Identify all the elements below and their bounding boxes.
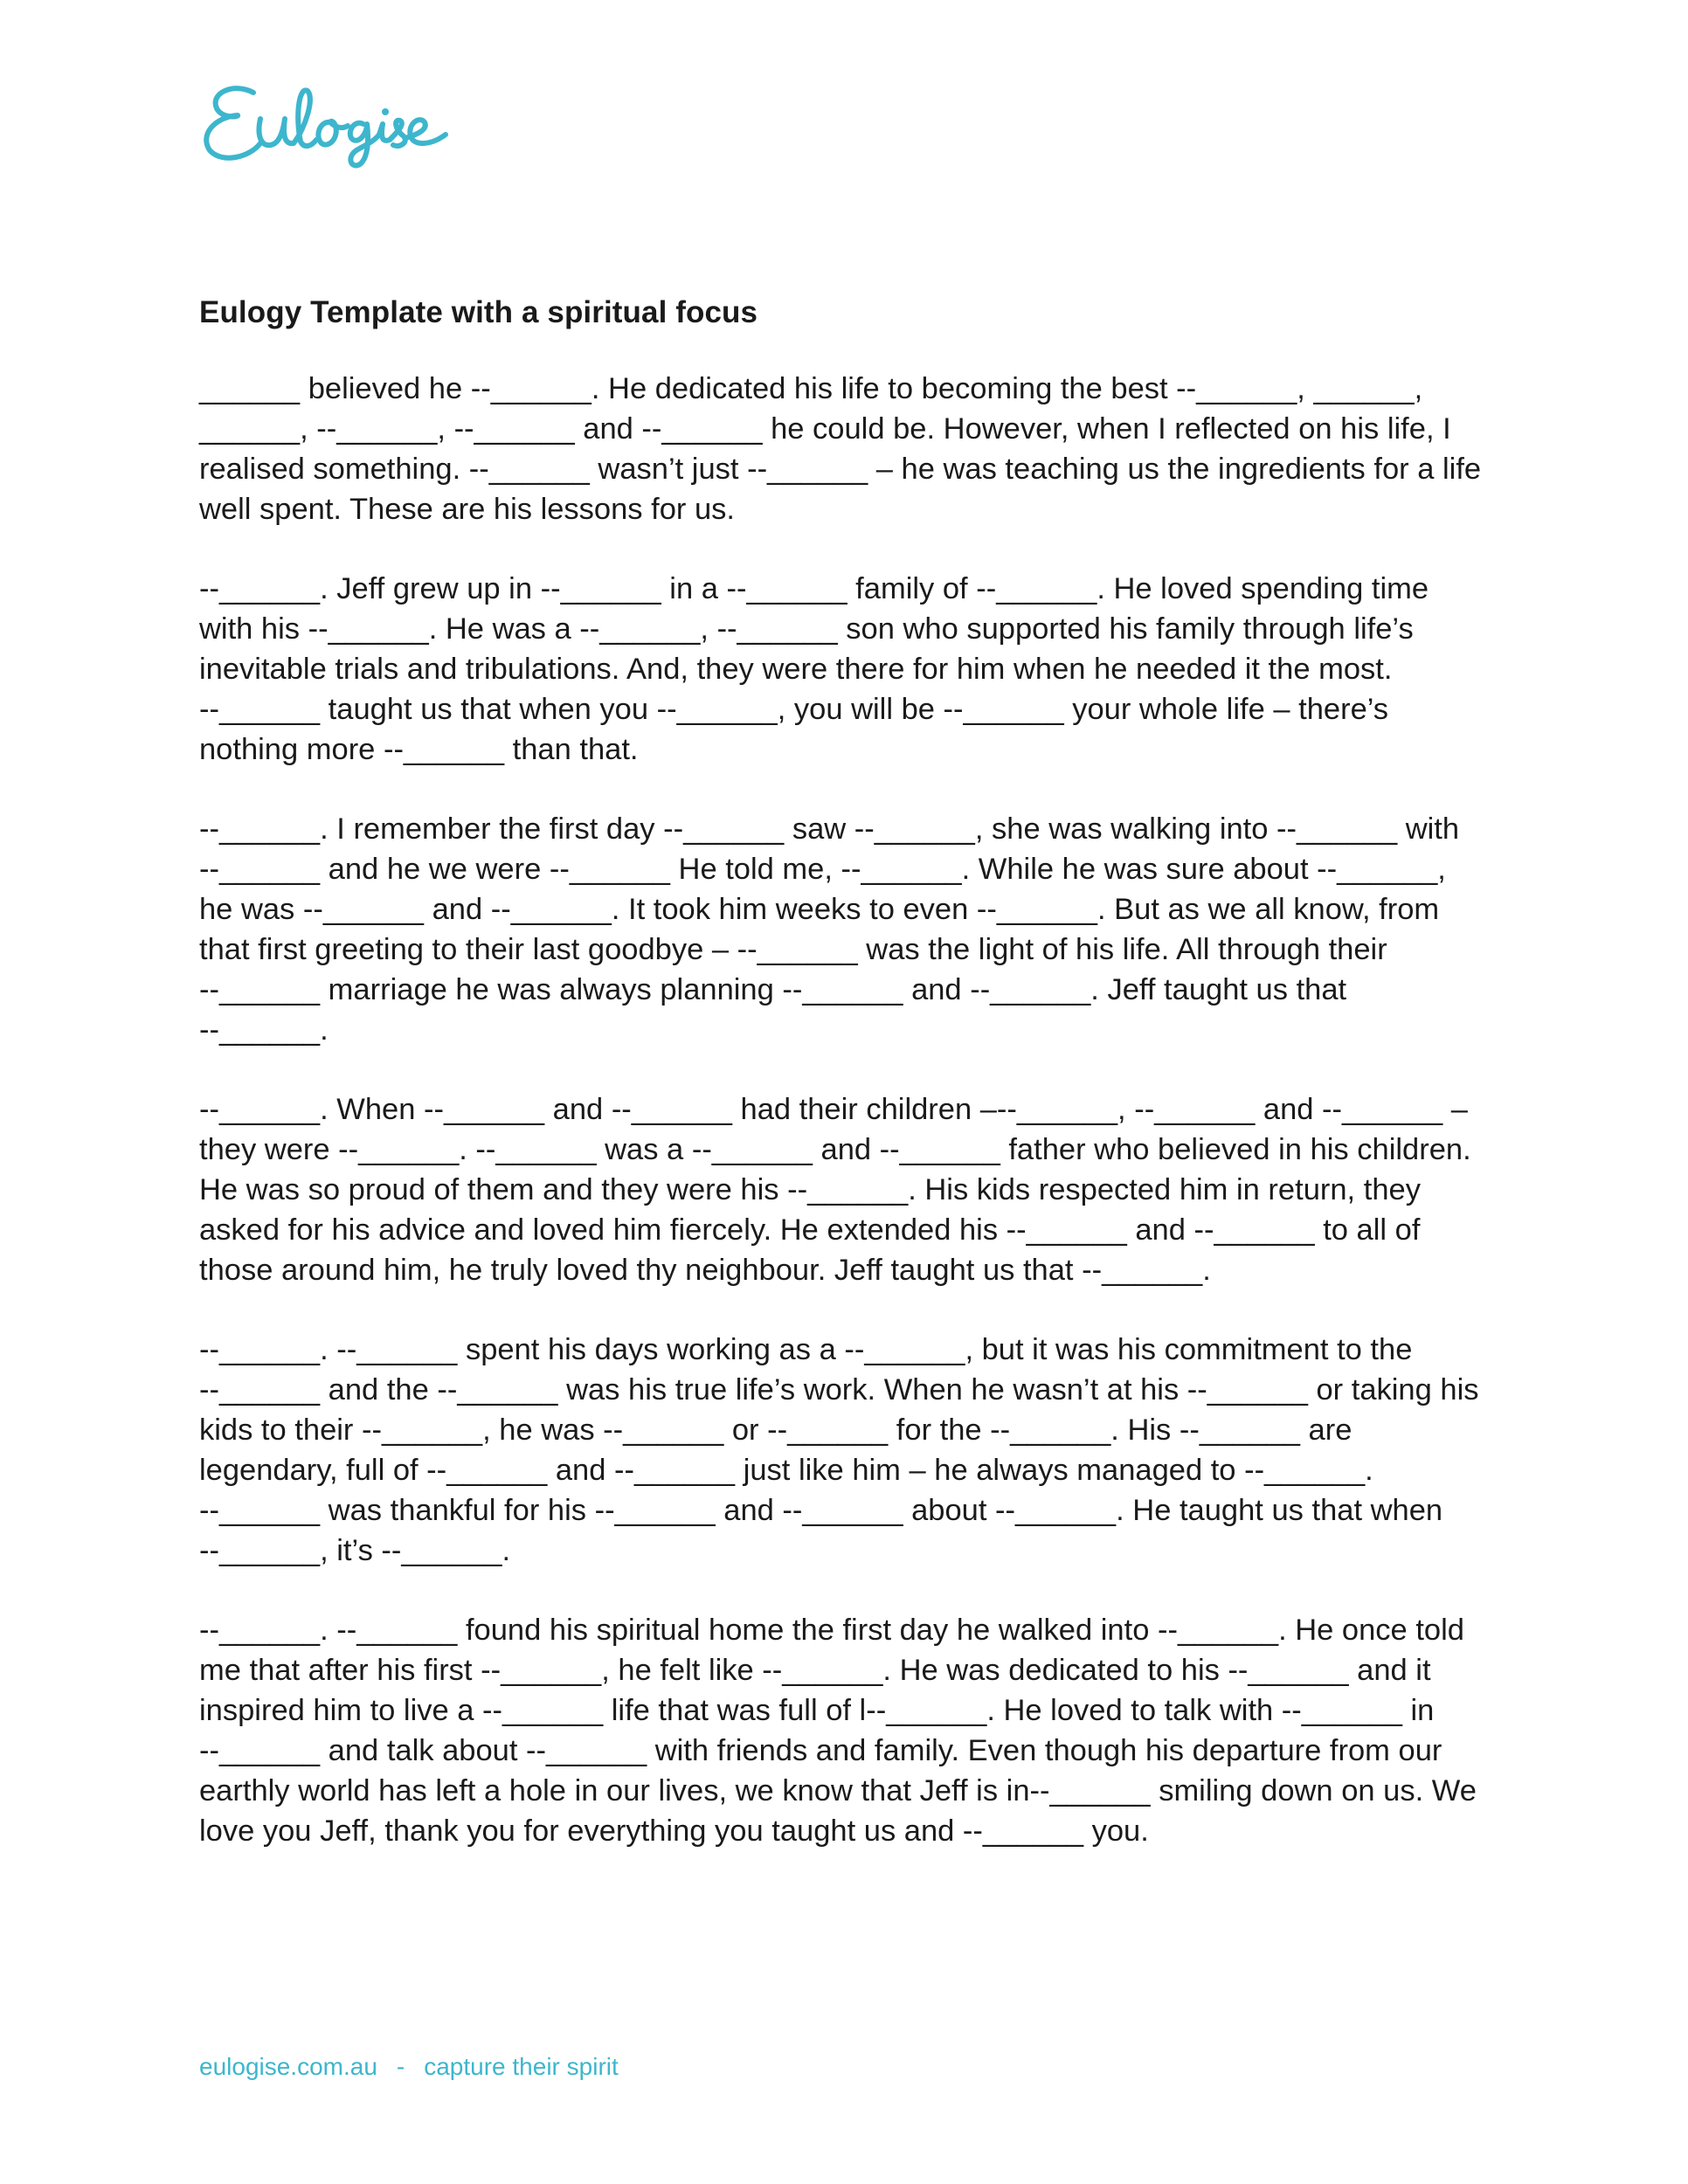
paragraph-work: --______. --______ spent his days working as a --______, but it was his commitment to the --______ and the --______ was his true life’s work. When he wasn’t at his --______ or taking his kids to their --______, he was --______ or --______ for the --______. His --______ are legendary, full of --______ and --______ just like him – he always managed to --______. --______ was thankful for his --______ and --______ about --______. He taught us that when --______, it’s --______. bbox=[199, 1333, 1479, 1567]
paragraph-marriage: --______. I remember the first day --______ saw --______, she was walking into --______ with --______ and he we were --______ He told me, --______. While he was sure about --______, he was --______ and --______. It took him weeks to even --______. But as we all know, from that first greeting to their last goodbye – --______ was the light of his life. All through their --______ marriage he was always planning --______ and --______. Jeff taught us that --______. bbox=[199, 812, 1460, 1047]
paragraph-upbringing: --______. Jeff grew up in --______ in a --______ family of --______. He loved spending time with his --______. He was a --______, --______ son who supported his family through life’s inevitable trials and tribulations. And, they were there for him when he needed it the most. --______ taught us that when you --______, you will be --______ your whole life – there’s nothing more --______ than that. bbox=[199, 572, 1429, 766]
paragraph-intro: ______ believed he --______. He dedicated his life to becoming the best --______, ______, ______, --______, --______ and --______ he could be. However, when I reflected on his life, I realised something. --______ wasn’t just --______ – he was teaching us the ingredients for a life well spent. These are his lessons for us. bbox=[199, 372, 1482, 526]
eulogise-logo bbox=[199, 73, 453, 169]
footer-separator: - bbox=[396, 2053, 405, 2080]
document-body bbox=[199, 369, 1510, 1890]
footer-tagline: capture their spirit bbox=[424, 2053, 619, 2080]
eulogise-logo-mark bbox=[199, 73, 453, 169]
document-title: Eulogy Template with a spiritual focus bbox=[199, 295, 758, 329]
footer bbox=[199, 2053, 619, 2081]
footer-website-link[interactable]: eulogise.com.au bbox=[199, 2053, 377, 2080]
paragraph-spiritual: --______. --______ found his spiritual home the first day he walked into --______. He once told me that after his first --______, he felt like --______. He was dedicated to his --______ and it inspired him to live a --______ life that was full of l--______. He loved to talk with --______ in --______ and talk about --______ with friends and family. Even though his departure from our earthly world has left a hole in our lives, we know that Jeff is in--______ smiling down on us. We love you Jeff, thank you for everything you taught us and --______ you. bbox=[199, 1614, 1477, 1848]
paragraph-children: --______. When --______ and --______ had their children –--______, --______ and --______ – they were --______. --______ was a --______ and --______ father who believed in his children. He was so proud of them and they were his --______. His kids respected him in return, they asked for his advice and loved him fiercely. He extended his --______ and --______ to all of those around him, he truly loved thy neighbour. Jeff taught us that --______. bbox=[199, 1093, 1471, 1287]
